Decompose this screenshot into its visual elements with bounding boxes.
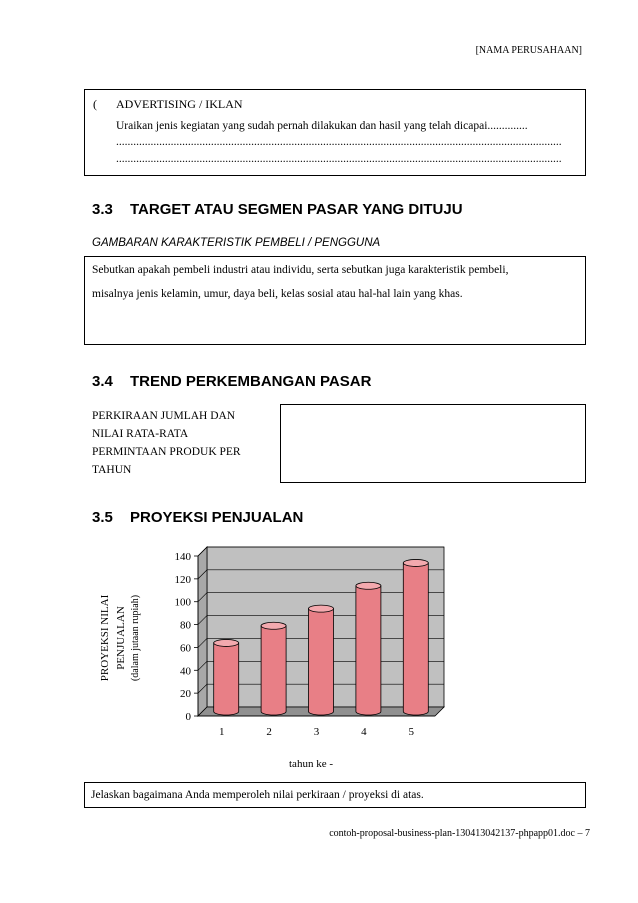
chart-x-tick-label: 5 [408,726,415,738]
chart-x-axis-label: tahun ke - [289,758,333,770]
section-3-3-subtitle: GAMBARAN KARAKTERISTIK PEMBELI / PENGGUNA [92,237,381,249]
chart-y-tick-label: 60 [180,642,191,655]
projection-note-text: Jelaskan bagaimana Anda memperoleh nilai perkiraan / proyeksi di atas. [91,789,424,801]
chart-bar-top [356,582,381,589]
buyer-characteristics-line-2: misalnya jenis kelamin, umur, daya beli, kelas sosial atau hal-hal lain yang khas. [92,288,463,300]
demand-estimate-label-line: TAHUN [92,464,132,476]
chart-y-tick-label: 140 [174,551,191,563]
chart-y-axis-label-line: PENJUALAN [115,606,127,670]
buyer-characteristics-line-1: Sebutkan apakah pembeli industri atau individu, serta sebutkan juga karakteristik pembeli, [92,264,509,276]
chart-x-tick-label: 1 [218,726,225,738]
section-3-5-title: PROYEKSI PENJUALAN [130,509,304,526]
chart-bar-top [403,559,428,566]
chart-y-tick-label: 40 [180,665,191,678]
section-3-4-number: 3.4 [92,373,113,390]
chart-y-axis-label-line: PROYEKSI NILAI [99,594,111,682]
chart-x-tick-label: 2 [266,726,272,738]
buyer-characteristics-box [84,256,586,345]
chart-bar-top [214,639,239,646]
advertising-dots-line-2: ........................................................................................................................................................... [116,153,562,165]
advertising-bracket: ( [93,97,97,111]
chart-y-tick-label: 100 [174,596,191,609]
section-3-4-heading [92,373,371,390]
advertising-title: ADVERTISING / IKLAN [116,97,243,111]
chart-y-tick-label: 80 [180,619,191,632]
chart-bar-top [309,605,334,612]
chart-bar-body [403,563,428,715]
chart-y-axis-label [99,594,141,681]
page-footer-filename: contoh-proposal-business-plan-130413042137-phpapp01.doc – 7 [329,828,590,839]
demand-estimate-label-line: NILAI RATA-RATA [92,428,189,440]
chart-bar-body [309,609,334,715]
demand-estimate-box [280,404,586,483]
chart-bar [403,559,428,715]
chart-bar-body [356,586,381,715]
chart-y-tick-label: 20 [180,688,191,701]
demand-estimate-label-line: PERKIRAAN JUMLAH DAN [92,410,236,422]
demand-estimate-label-line: PERMINTAAN PRODUK PER [92,446,241,458]
page-header-company: [NAMA PERUSAHAAN] [475,45,582,56]
chart-x-tick-label: 4 [361,726,367,738]
sales-projection-chart [90,540,450,775]
section-3-4-title: TREND PERKEMBANGAN PASAR [130,373,372,390]
chart-y-tick-label: 0 [185,711,191,723]
chart-side-wall [198,547,207,716]
projection-note-box [84,782,586,808]
chart-x-tick-label: 3 [313,726,320,738]
demand-estimate-label [92,407,241,479]
chart-bar [214,639,239,715]
chart-bar-body [261,626,286,715]
section-3-5-heading [92,509,303,526]
advertising-dots-line-1: ........................................................................................................................................................... [116,136,562,148]
advertising-instruction: Uraikan jenis kegiatan yang sudah pernah dilakukan dan hasil yang telah dicapai.............. [116,120,528,132]
section-3-5-number: 3.5 [92,509,113,526]
chart-bar [309,605,334,715]
chart-bar [261,622,286,715]
chart-bar-body [214,643,239,715]
chart-bar-top [261,622,286,629]
section-3-3-number: 3.3 [92,201,113,218]
chart-y-axis-label-line: (dalam jutaan rupiah) [130,594,141,682]
section-3-3-heading [92,201,463,218]
advertising-box [84,89,586,176]
chart-y-tick-label: 120 [174,573,191,586]
section-3-3-title: TARGET ATAU SEGMEN PASAR YANG DITUJU [130,201,463,218]
chart-bar [356,582,381,715]
